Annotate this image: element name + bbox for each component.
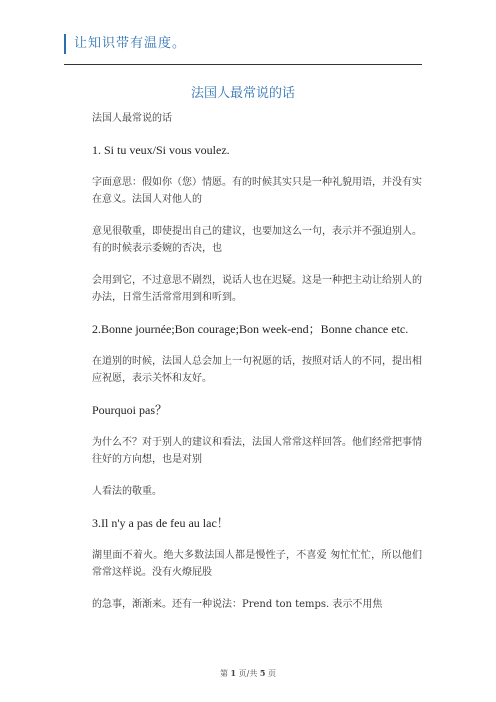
current-page-number: 1 (230, 668, 237, 678)
paragraph: 人看法的敬重。 (92, 486, 162, 497)
paragraph: 2.Bonne journée;Bon courage;Bon week-end；Bonne chance etc. (92, 322, 409, 336)
paragraph: 为什么不？对于别人的建议和看法，法国人常常这样回答。他们经常把事情往好的方向想，也是对别 (92, 437, 422, 465)
paragraph: 法国人最常说的话 (92, 113, 172, 124)
paragraph: 1. Si tu veux/Si vous voulez. (92, 143, 230, 157)
paragraph: 湖里面不着火。绝大多数法国人都是慢性子，不喜爱 匆忙忙忙，所以他们常常这样说。没有火燎屁股 (92, 550, 422, 578)
header-divider (64, 64, 422, 65)
paragraph: 会用到它，不过意思不剧烈，说话人也在迟疑。这是一种把主动让给别人的办法，日常生活常常用到和听到。 (92, 275, 422, 303)
paragraph: 的急事，渐渐来。还有一种说法：Prend ton temps. 表示不用焦 (92, 599, 383, 610)
footer-suffix: 页 (268, 669, 277, 678)
header-slogan: 让知识带有温度。 (64, 34, 186, 54)
paragraph: 意见很敬重，即使提出自己的建议，也要加这么一句，表示并不强迫别人。有的时候表示委婉的否决，也 (92, 226, 422, 254)
document-body (92, 110, 422, 628)
footer-mid: 页/共 (238, 669, 258, 678)
footer-prefix: 第 (219, 669, 228, 678)
document-title: 法国人最常说的话 (190, 86, 295, 101)
paragraph: 3.Il n'y a pas de feu au lac！ (92, 516, 229, 530)
total-page-number: 5 (259, 668, 266, 678)
paragraph: 字面意思：假如你（您）情愿。有的时候其实只是一种礼貌用语，并没有实在意义。法国人对他人的 (92, 177, 422, 205)
page-footer (0, 668, 496, 679)
paragraph: Pourquoi pas？ (92, 403, 168, 417)
paragraph: 在道别的时候，法国人总会加上一句祝愿的话，按照对话人的不同，提出相应祝愿，表示关怀和友好。 (92, 356, 422, 384)
